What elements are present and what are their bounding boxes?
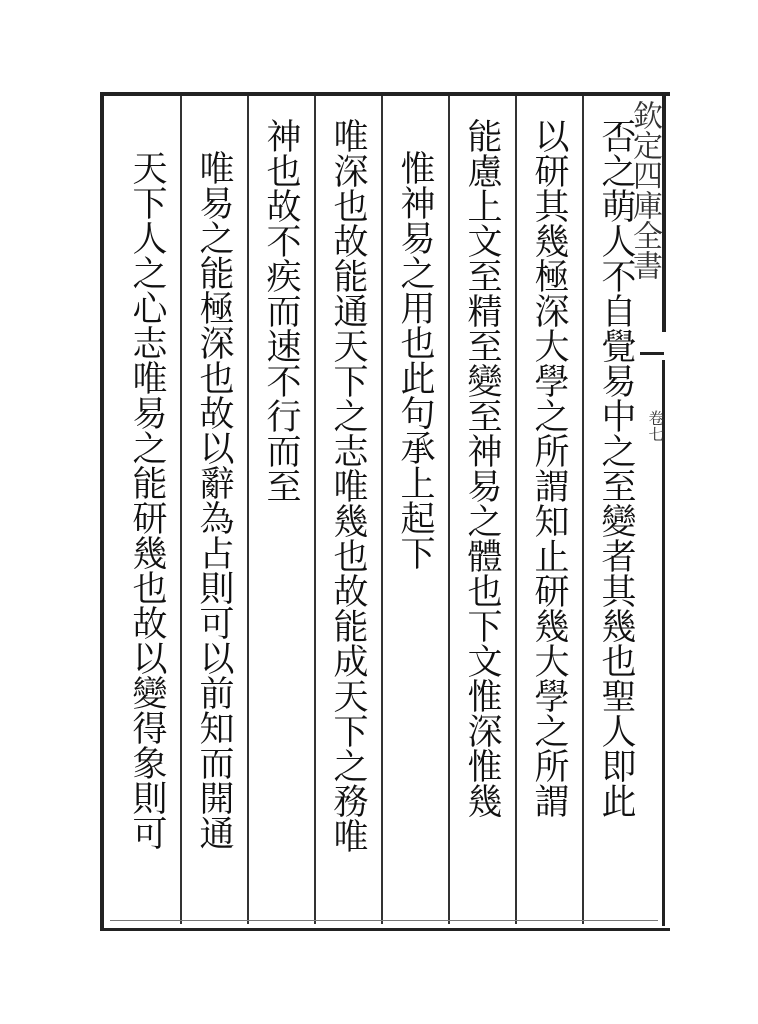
frame-right-edge-upper bbox=[662, 92, 666, 332]
column-rule bbox=[247, 96, 249, 924]
text-column-2: 以研其幾極深大學之所謂知止研幾大學之所謂 bbox=[529, 118, 569, 818]
text-column-8: 天下人之心志唯易之能研幾也故以變得象則可 bbox=[127, 150, 167, 850]
frame-right-edge-lower bbox=[662, 360, 665, 926]
column-rule bbox=[314, 96, 316, 924]
column-rule bbox=[448, 96, 450, 924]
margin-book-title: 欽定四庫全書 bbox=[627, 100, 662, 280]
bottom-hairline bbox=[110, 920, 658, 921]
page-frame bbox=[100, 92, 670, 931]
text-column-7: 唯易之能極深也故以辭為占則可以前知而開通 bbox=[194, 150, 234, 850]
fishtail-mark bbox=[640, 352, 664, 365]
column-rule bbox=[381, 96, 383, 924]
text-column-5: 唯深也故能通天下之志唯幾也故能成天下之務唯 bbox=[328, 118, 368, 853]
column-rule bbox=[582, 96, 584, 924]
text-column-3: 能慮上文至精至變至神易之體也下文惟深惟幾 bbox=[462, 118, 502, 818]
text-column-1: 否之萌人不自覺易中之至變者其幾也聖人即此 bbox=[596, 118, 636, 818]
text-column-4: 惟神易之用也此句承上起下 bbox=[395, 150, 435, 570]
column-rule bbox=[180, 96, 182, 924]
text-column-6: 神也故不疾而速不行而至 bbox=[261, 118, 301, 503]
margin-juan-label: 卷七 bbox=[646, 410, 665, 442]
column-rule bbox=[515, 96, 517, 924]
